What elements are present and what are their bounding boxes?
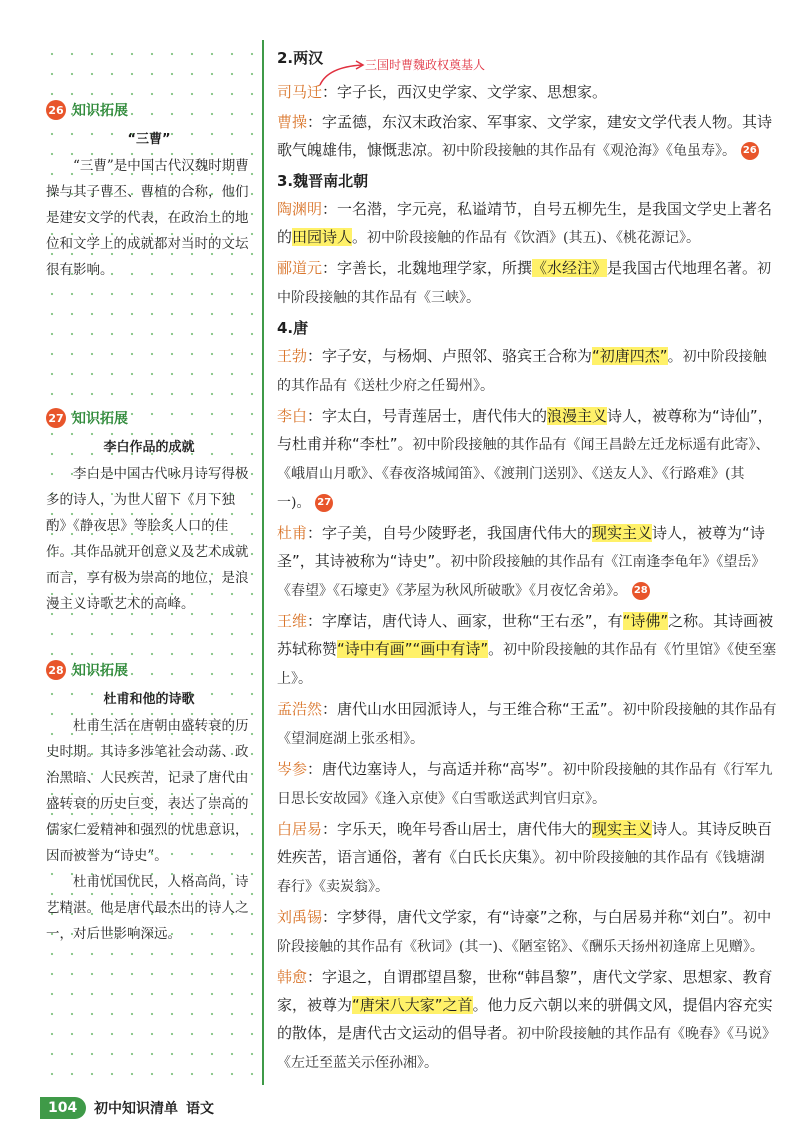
highlight: 浪漫主义 [547, 407, 608, 425]
handwritten-note: 三国时曹魏政权奠基人 [365, 58, 486, 72]
column-divider [262, 40, 264, 1085]
author-name: 李白 [277, 407, 308, 425]
box-header [46, 98, 252, 122]
highlight: “诗中有画”“画中有诗” [337, 640, 489, 658]
knowledge-box-27 [46, 406, 252, 617]
section-heading: 3.魏晋南北朝 [277, 172, 369, 190]
author-name: 杜甫 [277, 524, 308, 542]
entry-baijuyi [277, 815, 777, 901]
entry-text: ：字子安，与杨炯、卢照邻、骆宾王合称为 [307, 347, 593, 365]
author-name: 王勃 [277, 347, 308, 365]
box-paragraph: 杜甫生活在唐朝由盛转衰的历史时期。其诗多涉笔社会动荡、政治黑暗、人民疾苦，记录了唐代由盛转衰的历史巨变，表达了崇高的儒家仁爱精神和强烈的忧患意识，因而被誉为“诗史”。 [46, 718, 249, 864]
entry-text: 。 [352, 228, 368, 246]
entry-wangbo [277, 342, 777, 400]
section-heading: 2.两汉 [277, 49, 324, 67]
highlight: “诗佛” [622, 612, 669, 630]
note-badge: 27 [46, 408, 66, 428]
box-body [46, 153, 252, 283]
entry-text: ：字太白，号青莲居士，唐代伟大的 [307, 407, 548, 425]
main-content [277, 44, 777, 1079]
highlight: “唐宋八大家”之首 [352, 996, 473, 1014]
entry-text: ：字乐天，晚年号香山居士，唐代伟大的 [322, 820, 593, 838]
entry-censhen [277, 755, 777, 813]
entry-text: 诗人，被尊为“诗圣”，其诗被称为“诗史”。 [277, 524, 765, 570]
works-text: 初中阶段接触的其作品有《江南逢李龟年》《望岳》《春望》《石壕吏》《茅屋为秋风所破歌》《月夜忆舍弟》。 [277, 554, 766, 599]
entry-menghaoran [277, 695, 777, 753]
box-title: 杜甫和他的诗歌 [103, 692, 195, 707]
knowledge-box-26 [46, 98, 252, 283]
entry-libai [277, 402, 777, 517]
entry-text: ：唐代边塞诗人，与高适并称“高岑”。 [307, 760, 563, 778]
works-text: 初中阶段接触的其作品有《秋词》(其一)、《陋室铭》、《酬乐天扬州初逢席上见赠》。 [277, 910, 772, 955]
entry-hanyu [277, 963, 777, 1077]
author-name: 司马迁 [277, 83, 323, 101]
box-tag: 知识拓展 [72, 411, 128, 427]
entry-text: ：字梦得，唐代文学家，有“诗豪”之称，与白居易并称“刘白”。 [322, 908, 744, 926]
works-text: 初中阶段接触的其作品有《竹里馆》《使至塞上》。 [277, 642, 777, 687]
knowledge-box-28 [46, 658, 252, 947]
works-text: 初中阶段接触的其作品有《三峡》。 [277, 261, 772, 306]
entry-text: ：字孟德，东汉末政治家、军事家、文学家，建安文学代表人物。其诗歌气魄雄伟，慷慨悲凉。 [277, 113, 773, 159]
works-text: 初中阶段接触的其作品有《钱塘湖春行》《卖炭翁》。 [277, 850, 765, 895]
works-text: 初中阶段接触的其作品有《观沧海》《龟虽寿》。 [442, 143, 737, 159]
entry-text: 是我国古代地理名著。 [607, 259, 758, 277]
entry-wangwei [277, 607, 777, 693]
author-name: 刘禹锡 [277, 908, 323, 926]
note-badge: 26 [46, 100, 66, 120]
entry-liuyuxi [277, 903, 777, 961]
entry-text: 。 [667, 347, 683, 365]
author-name: 陶渊明 [277, 200, 323, 218]
entry-text: 诗人，被尊称为“诗仙”，与杜甫并称“李杜”。 [277, 407, 773, 453]
box-header [46, 658, 252, 682]
note-badge: 27 [315, 494, 333, 512]
author-name: 曹操 [277, 113, 308, 131]
section-heading: 4.唐 [277, 319, 309, 337]
entry-caocao [277, 108, 777, 165]
entry-taoyuanming [277, 195, 777, 252]
author-name: 王维 [277, 612, 308, 630]
author-name: 岑参 [277, 760, 308, 778]
page-footer [40, 1096, 214, 1120]
entry-text: ：字摩诘，唐代诗人、画家，世称“王右丞”，有 [307, 612, 623, 630]
works-text: 初中阶段接触的其作品有《望洞庭湖上张丞相》。 [277, 702, 777, 747]
entry-text: 之称。其诗画被苏轼称赞 [277, 612, 774, 658]
entry-text: ：字子美，自号少陵野老，我国唐代伟大的 [307, 524, 593, 542]
entry-text: ：字退之，自谓郡望昌黎，世称“韩昌黎”，唐代文学家、思想家、教育家，被尊为 [277, 968, 773, 1014]
author-name: 白居易 [277, 820, 323, 838]
box-title: 李白作品的成就 [103, 440, 195, 455]
author-name: 郦道元 [277, 259, 323, 277]
highlight: 《水经注》 [532, 259, 608, 277]
note-badge: 26 [741, 142, 759, 160]
box-paragraph: 李白是中国古代咏月诗写得极多的诗人，为世人留下《月下独酌》《静夜思》等脍炙人口的佳作。其作品就开创意义及艺术成就而言，享有极为崇高的地位，是浪漫主义诗歌艺术的高峰。 [46, 466, 249, 612]
author-name: 孟浩然 [277, 700, 323, 718]
box-body [46, 461, 252, 617]
box-body [46, 713, 252, 947]
entry-text: 。他力反六朝以来的骈偶文风，提倡内容充实的散体，是唐代古文运动的倡导者。 [277, 996, 773, 1042]
entry-text: ：字子长，西汉史学家、文学家、思想家。 [322, 83, 608, 101]
entry-text: 。 [488, 640, 504, 658]
box-title: “三曹” [127, 132, 171, 147]
entry-text: ：字善长，北魏地理学家，所撰 [322, 259, 533, 277]
note-badge: 28 [46, 660, 66, 680]
highlight: “初唐四杰” [592, 347, 668, 365]
entry-dufu [277, 519, 777, 605]
highlight: 现实主义 [592, 820, 653, 838]
box-paragraph: 杜甫忧国忧民，人格高尚，诗艺精湛。他是唐代最杰出的诗人之一，对后世影响深远。 [46, 874, 249, 942]
entry-text: 诗人。其诗反映百姓疾苦，语言通俗，著有《白氏长庆集》。 [277, 820, 773, 866]
subject-label: 语文 [186, 1101, 214, 1117]
entry-simaqian [277, 78, 777, 106]
highlight: 现实主义 [592, 524, 653, 542]
entry-text: ：一名潜，字元亮，私谥靖节，自号五柳先生，是我国文学史上著名的 [277, 200, 773, 246]
box-tag: 知识拓展 [72, 103, 128, 119]
author-name: 韩愈 [277, 968, 308, 986]
works-text: 初中阶段接触的其作品有《行军九日思长安故园》《逢入京使》《白雪歌送武判官归京》。 [277, 762, 773, 807]
note-badge: 28 [632, 582, 650, 600]
highlight: 田园诗人 [292, 228, 353, 246]
works-text: 初中阶段接触的其作品有《晚春》《马说》《左迁至蓝关示侄孙湘》。 [277, 1026, 777, 1071]
box-tag: 知识拓展 [72, 663, 128, 679]
entry-text: ：唐代山水田园派诗人，与王维合称“王孟”。 [322, 700, 623, 718]
box-paragraph: “三曹”是中国古代汉魏时期曹操与其子曹丕、曹植的合称，他们是建安文学的代表，在政治上的地位和文学上的成就都对当时的文坛很有影响。 [46, 158, 249, 278]
works-text: 初中阶段接触的其作品有《闻王昌龄左迁龙标遥有此寄》、《峨眉山月歌》、《春夜洛城闻笛》、《渡荆门送别》、《送友人》、《行路难》(其一)。 [277, 437, 770, 511]
box-header [46, 406, 252, 430]
page-number: 104 [40, 1097, 86, 1119]
works-text: 初中阶段接触的作品有《饮酒》(其五)、《桃花源记》。 [367, 230, 700, 246]
works-text: 初中阶段接触的其作品有《送杜少府之任蜀州》。 [277, 349, 767, 394]
book-title: 初中知识清单 [94, 1101, 178, 1117]
entry-lidaoyuan [277, 254, 777, 312]
